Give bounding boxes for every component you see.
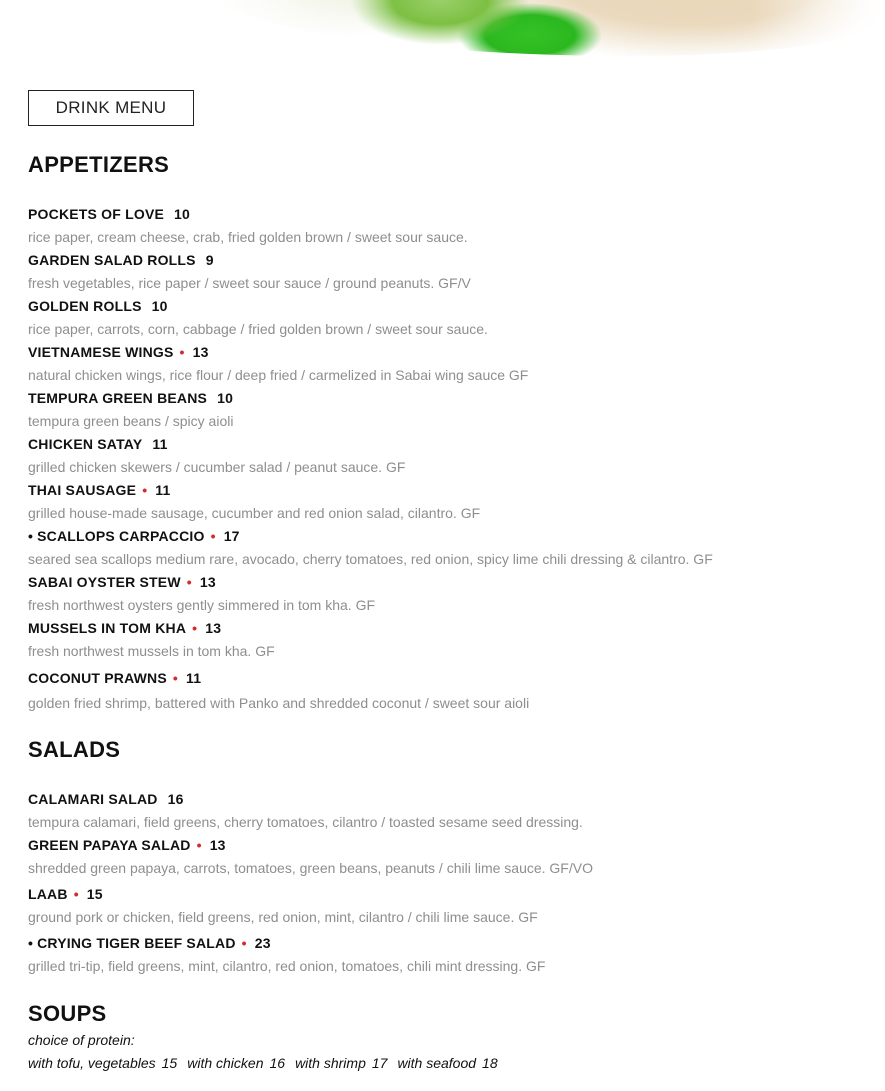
protein-option-price: 16 xyxy=(269,1055,286,1071)
menu-item-description: rice paper, carrots, corn, cabbage / fried golden brown / sweet sour sauce. xyxy=(28,321,488,337)
hero-image xyxy=(0,0,885,56)
protein-option-price: 17 xyxy=(371,1055,388,1071)
item-title: CALAMARI SALAD xyxy=(28,791,158,807)
protein-option-label: with chicken xyxy=(187,1055,264,1071)
salads-heading: SALADS xyxy=(28,737,121,762)
menu-item-description: grilled house-made sausage, cucumber and red onion salad, cilantro. GF xyxy=(28,505,481,521)
menu-item-name xyxy=(28,206,190,222)
item-title: VIETNAMESE WINGS xyxy=(28,344,174,360)
protein-option-price: 18 xyxy=(482,1055,498,1071)
item-price: 13 xyxy=(209,837,226,853)
protein-option-label: with tofu, vegetables xyxy=(28,1055,156,1071)
item-title: TEMPURA GREEN BEANS xyxy=(28,390,208,406)
item-title: SCALLOPS CARPACCIO xyxy=(37,528,205,544)
menu-item-name xyxy=(28,390,233,406)
item-price: 23 xyxy=(254,935,271,951)
spicy-dot-icon: • xyxy=(186,574,192,590)
spicy-dot-icon: • xyxy=(241,935,247,951)
menu-item-name xyxy=(28,298,168,314)
protein-option-price: 15 xyxy=(161,1055,178,1071)
item-title: GOLDEN ROLLS xyxy=(28,298,142,314)
item-price: 10 xyxy=(151,298,168,314)
spicy-dot-icon: • xyxy=(179,344,185,360)
menu-item-name xyxy=(28,670,201,686)
item-price: 11 xyxy=(155,482,171,498)
menu-item-name xyxy=(28,935,271,951)
item-price: 13 xyxy=(205,620,222,636)
protein-option-label: with seafood xyxy=(397,1055,477,1071)
item-title: THAI SAUSAGE xyxy=(28,482,137,498)
item-title: SABAI OYSTER STEW xyxy=(28,574,181,590)
menu-item-description: seared sea scallops medium rare, avocado, cherry tomatoes, red onion, spicy lime chili dressing & cilantro. GF xyxy=(28,551,713,567)
item-title: CRYING TIGER BEEF SALAD xyxy=(37,935,236,951)
menu-item-name xyxy=(28,482,171,498)
item-price: 15 xyxy=(86,886,103,902)
menu-item-description: natural chicken wings, rice flour / deep fried / carmelized in Sabai wing sauce GF xyxy=(28,367,529,383)
spicy-dot-icon: • xyxy=(210,528,216,544)
drink-menu-button[interactable]: DRINK MENU xyxy=(28,90,194,126)
menu-item-name xyxy=(28,344,209,360)
menu-item-description: grilled tri-tip, field greens, mint, cilantro, red onion, tomatoes, chili mint dressing. GF xyxy=(28,958,546,974)
menu-item-description: tempura green beans / spicy aioli xyxy=(28,413,234,429)
item-title: POCKETS OF LOVE xyxy=(28,206,165,222)
item-title: MUSSELS IN TOM KHA xyxy=(28,620,187,636)
protein-options xyxy=(28,1055,508,1071)
menu-item-description: grilled chicken skewers / cucumber salad / peanut sauce. GF xyxy=(28,459,406,475)
item-price: 13 xyxy=(192,344,209,360)
item-price: 11 xyxy=(152,436,168,452)
spicy-dot-icon: • xyxy=(192,620,198,636)
menu-item-name xyxy=(28,252,214,268)
protein-option-label: with shrimp xyxy=(295,1055,366,1071)
menu-item-description: shredded green papaya, carrots, tomatoes, green beans, peanuts / chili lime sauce. GF/VO xyxy=(28,860,593,876)
menu-item-description: fresh vegetables, rice paper / sweet sour sauce / ground peanuts. GF/V xyxy=(28,275,471,291)
menu-item-name xyxy=(28,791,184,807)
item-title: GARDEN SALAD ROLLS xyxy=(28,252,196,268)
item-price: 16 xyxy=(167,791,184,807)
item-title: CHICKEN SATAY xyxy=(28,436,143,452)
menu-item-name xyxy=(28,620,221,636)
soups-heading: SOUPS xyxy=(28,1001,107,1026)
item-title: GREEN PAPAYA SALAD xyxy=(28,837,191,853)
bullet-icon: • xyxy=(28,528,34,544)
item-price: 11 xyxy=(186,670,202,686)
menu-item-description: fresh northwest oysters gently simmered in tom kha. GF xyxy=(28,597,376,613)
spicy-dot-icon: • xyxy=(73,886,79,902)
menu-item-name xyxy=(28,436,168,452)
menu-item-name xyxy=(28,886,103,902)
item-price: 13 xyxy=(199,574,216,590)
protein-label: choice of protein: xyxy=(28,1032,135,1048)
item-price: 10 xyxy=(174,206,190,222)
menu-item-name xyxy=(28,574,216,590)
menu-item-description: tempura calamari, field greens, cherry tomatoes, cilantro / toasted sesame seed dressing. xyxy=(28,814,583,830)
menu-item-description: fresh northwest mussels in tom kha. GF xyxy=(28,643,275,659)
item-price: 9 xyxy=(205,252,214,268)
item-price: 10 xyxy=(217,390,234,406)
item-title: LAAB xyxy=(28,886,68,902)
item-price: 17 xyxy=(223,528,240,544)
spicy-dot-icon: • xyxy=(196,837,202,853)
menu-item-name xyxy=(28,837,226,853)
menu-item-description: rice paper, cream cheese, crab, fried golden brown / sweet sour sauce. xyxy=(28,229,468,245)
item-title: COCONUT PRAWNS xyxy=(28,670,167,686)
menu-item-description: golden fried shrimp, battered with Panko and shredded coconut / sweet sour aioli xyxy=(28,695,530,711)
spicy-dot-icon: • xyxy=(172,670,179,686)
menu-item-name xyxy=(28,528,240,544)
menu-item-description: ground pork or chicken, field greens, red onion, mint, cilantro / chili lime sauce. GF xyxy=(28,909,538,925)
bullet-icon: • xyxy=(28,935,34,951)
spicy-dot-icon: • xyxy=(142,482,148,498)
appetizers-heading: APPETIZERS xyxy=(28,152,170,177)
